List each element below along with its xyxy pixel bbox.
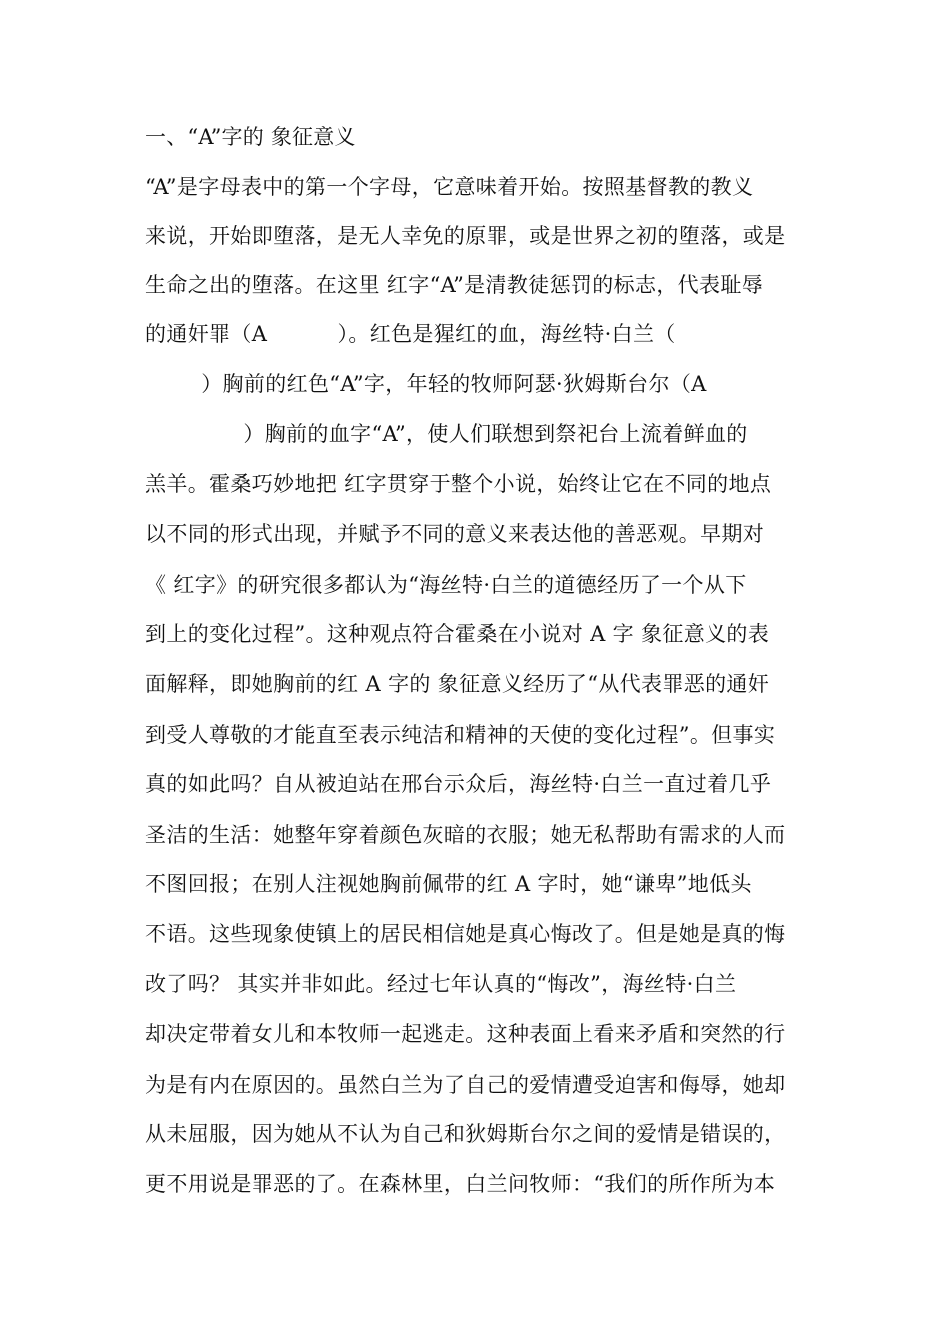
- paragraph-line: 为是有内在原因的。虽然白兰为了自己的爱情遭受迫害和侮辱，她却: [145, 1073, 786, 1097]
- paragraph-line: 以不同的形式出现，并赋予不同的意义来表达他的善恶观。早期对: [145, 522, 765, 546]
- paragraph-line: 圣洁的生活：她整年穿着颜色灰暗的衣服；她无私帮助有需求的人而: [145, 823, 786, 847]
- paragraph-line: “A”是字母表中的第一个字母，它意味着开始。按照基督教的教义: [145, 175, 754, 199]
- paragraph-line: 《 红字》的研究很多都认为“海丝特·白兰的道德经历了一个从下: [145, 573, 747, 597]
- paragraph-line: 羔羊。霍桑巧妙地把 红字贯穿于整个小说，始终让它在不同的地点: [145, 472, 772, 496]
- paragraph-line: 不语。这些现象使镇上的居民相信她是真心悔改了。但是她是真的悔: [145, 922, 786, 946]
- paragraph-line: 来说，开始即堕落，是无人幸免的原罪，或是世界之初的堕落，或是: [145, 224, 786, 248]
- paragraph-line: 到受人尊敬的才能直至表示纯洁和精神的天使的变化过程”。但事实: [145, 723, 776, 747]
- paragraph-line: 更不用说是罪恶的了。在森林里，白兰问牧师：“我们的所作所为本: [145, 1172, 776, 1196]
- paragraph-line: 生命之出的堕落。在这里 红字“A”是清教徒惩罚的标志，代表耻辱: [145, 273, 764, 297]
- paragraph-line: ）胸前的红色“A”字，年轻的牧师阿瑟·狄姆斯台尔（A: [145, 372, 707, 396]
- section-heading: 一、“A”字的 象征意义: [145, 125, 356, 149]
- paragraph-line: 到上的变化过程”。这种观点符合霍桑在小说对 A 字 象征意义的表: [145, 622, 770, 646]
- paragraph-line: 从未屈服，因为她从不认为自己和狄姆斯台尔之间的爱情是错误的，: [145, 1122, 786, 1146]
- paragraph-line: 面解释，即她胸前的红 A 字的 象征意义经历了“从代表罪恶的通奸: [145, 672, 770, 696]
- paragraph-line: 却决定带着女儿和本牧师一起逃走。这种表面上看来矛盾和突然的行: [145, 1022, 786, 1046]
- paragraph-line: 真的如此吗？自从被迫站在邢台示众后，海丝特·白兰一直过着几乎: [145, 772, 772, 796]
- paragraph-line: ）胸前的血字“A”，使人们联想到祭祀台上流着鲜血的: [145, 422, 748, 446]
- paragraph-line: 改了吗？ 其实并非如此。经过七年认真的“悔改”，海丝特·白兰: [145, 972, 737, 996]
- paragraph-line: 的通奸罪（A ）。红色是猩红的血，海丝特·白兰（: [145, 322, 676, 346]
- paragraph-line: 不图回报；在别人注视她胸前佩带的红 A 字时，她“谦卑”地低头: [145, 872, 752, 896]
